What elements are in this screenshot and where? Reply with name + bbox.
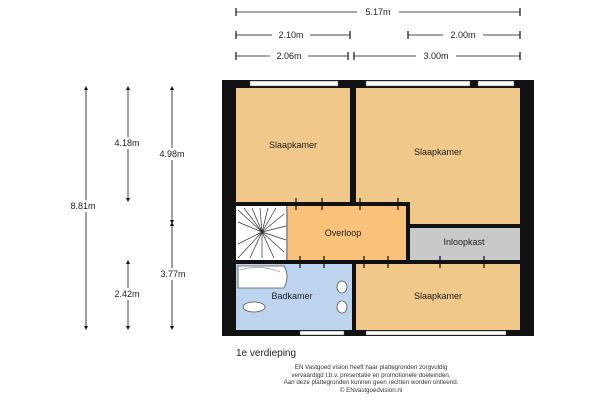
disclaimer-line-2: vervaardigd t.b.v. presentatie en promotionele doeleinden. xyxy=(291,371,451,379)
dimension-left-total xyxy=(62,88,104,328)
room-label-slaapkamer-left: Slaapkamer xyxy=(268,140,318,150)
dim-label-left-mid-top: 4.18m xyxy=(114,138,140,148)
toilet-icon xyxy=(243,302,265,312)
dim-label-top-row3-left: 2.06m xyxy=(276,51,302,61)
room-label-slaapkamer-bottom: Slaapkamer xyxy=(413,291,463,301)
dimension-left-inner-top xyxy=(152,88,192,222)
dimension-top-row3-right xyxy=(354,50,520,61)
dimension-top-row2-left xyxy=(236,29,350,40)
disclaimer xyxy=(236,364,506,394)
dim-label-left-total: 8.81m xyxy=(70,201,96,211)
dim-label-left-inner-bottom: 3.77m xyxy=(160,269,186,279)
room-label-badkamer: Badkamer xyxy=(271,291,313,301)
room-label-overloop: Overloop xyxy=(324,228,362,238)
dimension-left-inner-bottom xyxy=(152,224,192,328)
dim-label-top-total: 5.17m xyxy=(365,7,391,17)
disclaimer-line-4: © ENvastgoedvision.nl xyxy=(339,386,403,394)
dim-label-left-mid-bottom: 2.42m xyxy=(114,289,140,299)
floor-label: 1e verdieping xyxy=(236,348,297,359)
room-label-slaapkamer-right: Slaapkamer xyxy=(413,147,463,157)
room-label-inloopkast: Inloopkast xyxy=(443,237,485,247)
dim-label-top-row2-left: 2.10m xyxy=(278,30,304,40)
dimension-top-row3-left xyxy=(236,50,348,61)
dimension-left-mid-top xyxy=(108,88,148,200)
disclaimer-line-3: Aan deze plattegronden kunnen geen rechten worden ontleend. xyxy=(283,379,459,387)
bathtub xyxy=(238,266,287,288)
dimension-top-total xyxy=(236,6,520,17)
dimension-top-row2-right xyxy=(408,29,520,40)
dim-label-top-row2-right: 2.00m xyxy=(450,30,476,40)
dimension-left-mid-bottom xyxy=(108,262,148,328)
disclaimer-line-1: EN Vastgoed vision heeft haar plattegronden zorgvuldig xyxy=(294,364,448,371)
dim-label-top-row3-right: 3.00m xyxy=(423,51,449,61)
dim-label-left-inner-top: 4.98m xyxy=(159,149,185,159)
